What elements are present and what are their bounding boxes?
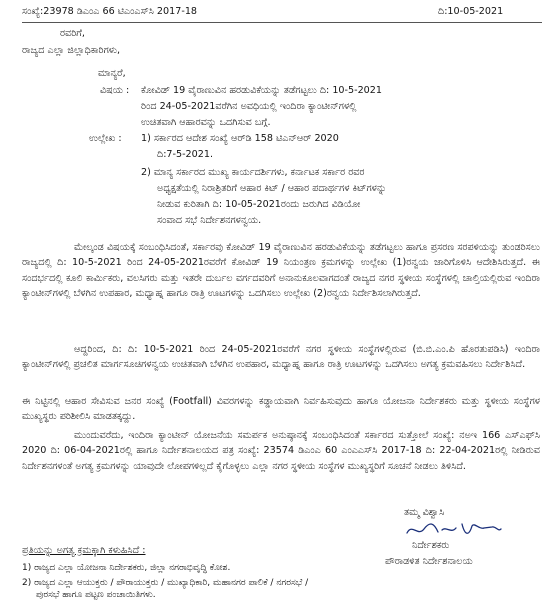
subject-line: ರಿಂದ 24-05-2021ವರೆಗಿನ ಅವಧಿಯಲ್ಲಿ ಇಂದಿರಾ ಕ್ಯಾಂಟೀನ್‌ಗಳಲ್ಲಿ — [141, 101, 357, 112]
recipient-officials: ರಾಜ್ಯದ ಎಲ್ಲಾ ಜಿಲ್ಲಾಧಿಕಾರಿಗಳು, — [22, 45, 121, 56]
body-paragraph-1: ಮೇಲ್ಕಂಡ ವಿಷಯಕ್ಕೆ ಸಂಬಂಧಿಸಿದಂತೆ, ಸರ್ಕಾರವು ಕೋವಿಡ್ 19 ವೈರಾಣುವಿನ ಹರಡುವಿಕೆಯನ್ನು ತಡೆಗಟ್ಟಲು ಹಾಗೂ ಪ್ರಸರಣ ಸರಪಳಿಯನ್ನು ತುಂಡರಿಸಲು ರಾಜ್ಯದಲ್ಲಿ ದಿ: 10-5-2021 ರಿಂದ 24-05-2021ರವರೆಗೆ ಕೋವಿಡ್ 19 ನಿಯಂತ್ರಣ ಕ್ರಮಗಳನ್ನು ಉಲ್ಲೇಖ (1)ರನ್ವಯ ಜಾರಿಗೊಳಿಸಿ ಆದೇಶಿಸಿರುತ್ತದೆ. ಈ ಸಂದರ್ಭದಲ್ಲಿ ಕೂಲಿ ಕಾರ್ಮಿಕರು, ವಲಸಿಗರು ಮತ್ತು ಇತರೇ ದುರ್ಬಲ ವರ್ಗದವರಿಗೆ ಅನಾನುಕೂಲವಾಗದಂತೆ ರಾಜ್ಯದ ನಗರ ಸ್ಥಳೀಯ ಸಂಸ್ಥೆಗಳಲ್ಲಿ ಚಾಲ್ತಿಯಲ್ಲಿರುವ ಇಂದಿರಾ ಕ್ಯಾಂಟೀನ್‌ಗಳಲ್ಲಿ ಬೆಳಗಿನ ಉಪಹಾರ, ಮಧ್ಯಾಹ್ನ ಹಾಗೂ ರಾತ್ರಿ ಊಟಗಳನ್ನು ಒದಗಿಸಲು ಉಲ್ಲೇಖ (2)ರನ್ವಯ ನಿರ್ದೇಶಿಸಲಾಗಿರುತ್ತದೆ. — [22, 242, 540, 300]
body-paragraph-4: ಮುಂದುವರೆದು, ಇಂದಿರಾ ಕ್ಯಾಂಟೀನ್ ಯೋಜನೆಯ ಸಮರ್ಪಕ ಅನುಷ್ಠಾನಕ್ಕೆ ಸಂಬಂಧಿಸಿದಂತೆ ಸರ್ಕಾರದ ಸುತ್ತೋಲೆ ಸಂಖ್ಯೆ: ನಅಇ 166 ಎಸ್‌ಎಫ್‌ಸಿ 2020 ದಿ: 06-04-2021ರಲ್ಲಿ ಹಾಗೂ ನಿರ್ದೇಶನಾಲಯದ ಪತ್ರ ಸಂಖ್ಯೆ: 23574 ಡಿಎಂಎ 60 ಎಂಎಎಸ್‌ಸಿ 2017-18 ದಿ: 22-04-2021ರಲ್ಲಿ ನೀಡಿರುವ ನಿರ್ದೇಶನಗಳಂತೆ ಅಗತ್ಯ ಕ್ರಮಗಳನ್ನು ಯಾವುದೇ ಲೋಪಗಳಿಲ್ಲದೆ ಕೈಗೊಳ್ಳಲು ಎಲ್ಲಾ ನಗರ ಸ್ಥಳೀಯ ಸಂಸ್ಥೆಗಳ ಮುಖ್ಯಸ್ಥರಿಗೆ ಸೂಚನೆ ನೀಡಲು ತಿಳಿಸಿದೆ. — [22, 430, 540, 472]
reference-2-line: 2) ಮಾನ್ಯ ಸರ್ಕಾರದ ಮುಖ್ಯ ಕಾರ್ಯದರ್ಶಿಗಳು, ಕರ್ನಾಟಕ ಸರ್ಕಾರ ರವರ — [141, 167, 365, 178]
copies-item-2-line: ಪುರಸಭೆ ಹಾಗೂ ಪಟ್ಟಣ ಪಂಚಾಯಿತಿಗಳು. — [36, 590, 156, 600]
order-number: ಸಂಖ್ಯೆ:23978 ಡಿಎಂಎ 66 ಟಿಎಂಎಸ್‌ಸಿ 2017-18 — [22, 6, 198, 17]
reference-2-line: ಸಂವಾದ ಸಭೆ ನಿರ್ದೇಶನಗಳನ್ವಯ. — [157, 215, 262, 226]
subject-line: ಉಚಿತವಾಗಿ ಆಹಾರವನ್ನು ಒದಗಿಸುವ ಬಗ್ಗೆ. — [141, 117, 271, 128]
reference-2-line: ಅಧ್ಯಕ್ಷತೆಯಲ್ಲಿ ನಿರಾಶ್ರಿತರಿಗೆ ಆಹಾರ ಕಿಟ್ / ಆಹಾರ ಪದಾರ್ಥಗಳ ಕಿಟ್‌ಗಳನ್ನು — [157, 183, 387, 194]
reference-2-line: ನೀಡುವ ಕುರಿತಾಗಿ ದಿ: 10-05-2021ರಂದು ಜರುಗಿದ ವಿಡಿಯೋ — [157, 199, 361, 210]
body-paragraph-2: ಆದ್ದರಿಂದ, ದಿ: ದಿ: 10-5-2021 ರಿಂದ 24-05-2021ರವರೆಗೆ ನಗರ ಸ್ಥಳೀಯ ಸಂಸ್ಥೆಗಳಲ್ಲಿರುವ (ಬಿ.ಬಿ.ಎಂ.ಪಿ ಹೊರತುಪಡಿಸಿ) ಇಂದಿರಾ ಕ್ಯಾಂಟೀನ್‌ಗಳಲ್ಲಿ ಪ್ರಚಲಿತ ಮಾರ್ಗಸೂಚಿಗಳನ್ವಯ ಉಚಿತವಾಗಿ ಬೆಳಗಿನ ಉಪಹಾರ, ಮಧ್ಯಾಹ್ನ ಹಾಗೂ ರಾತ್ರಿ ಊಟಗಳನ್ನು ಒದಗಿಸಲು ಅಗತ್ಯ ಕ್ರಮವಹಿಸಲು ನಿರ್ದೇಶಿಸಿದೆ. — [22, 344, 540, 371]
subject-line: ಕೋವಿಡ್ 19 ವೈರಾಣುವಿನ ಹರಡುವಿಕೆಯನ್ನು ತಡೆಗಟ್ಟಲು ದಿ: 10-5-2021 — [141, 85, 382, 96]
letter-date: ದಿ:10-05-2021 — [438, 6, 504, 17]
handwritten-signature — [404, 518, 504, 540]
header-rule — [22, 22, 542, 23]
signature-office: ಪೌರಾಡಳಿತ ನಿರ್ದೇಶನಾಲಯ — [385, 556, 473, 567]
copies-item-1: 1) ರಾಜ್ಯದ ಎಲ್ಲಾ ಯೋಜನಾ ನಿರ್ದೇಶಕರು, ಜಿಲ್ಲಾ ನಗರಾಭಿವೃದ್ಧಿ ಕೋಶ. — [22, 563, 231, 573]
body-paragraph-3: ಈ ನಿಟ್ಟಿನಲ್ಲಿ ಆಹಾರ ಸೇವಿಸುವ ಜನರ ಸಂಖ್ಯೆ (Footfall) ವಿವರಗಳನ್ನು ಕಡ್ಡಾಯವಾಗಿ ನಿರ್ವಹಿಸುವುದು ಹಾಗೂ ಯೋಜನಾ ನಿರ್ದೇಶಕರು ಮತ್ತು ಸ್ಥಳೀಯ ಸಂಸ್ಥೆಗಳ ಮುಖ್ಯಸ್ಥರು ಪರಿಶೀಲಿಸಿ ಮಾಡತಕ್ಕದ್ದು. — [22, 396, 540, 423]
references-label: ಉಲ್ಲೇಖ : — [89, 133, 122, 144]
copies-heading: ಪ್ರತಿಯನ್ನು ಅಗತ್ಯ ಕ್ರಮಕ್ಕಾಗಿ ಕಳುಹಿಸಿದೆ : — [22, 545, 146, 556]
signature-closing: ತಮ್ಮ ವಿಶ್ವಾಸಿ — [404, 507, 445, 518]
copies-item-2-line: 2) ರಾಜ್ಯದ ಎಲ್ಲಾ ಆಯುಕ್ತರು / ಪೌರಾಯುಕ್ತರು / ಮುಖ್ಯಾಧಿಕಾರಿ, ಮಹಾನಗರ ಪಾಲಿಕೆ / ನಗರಸಭೆ / — [22, 578, 309, 588]
salutation: ಮಾನ್ಯರೆ, — [98, 68, 126, 79]
recipient-to: ರವರಿಗೆ, — [60, 28, 85, 39]
reference-1-line: 1) ಸರ್ಕಾರದ ಆದೇಶ ಸಂಖ್ಯೆ ಆರ್‌ಡಿ 158 ಟಿಎನ್‌ಆರ್ 2020 — [141, 133, 339, 144]
subject-label: ವಿಷಯ : — [100, 85, 130, 96]
reference-1-line: ದಿ:7-5-2021. — [157, 149, 214, 160]
signature-designation: ನಿರ್ದೇಶಕರು — [412, 540, 450, 551]
